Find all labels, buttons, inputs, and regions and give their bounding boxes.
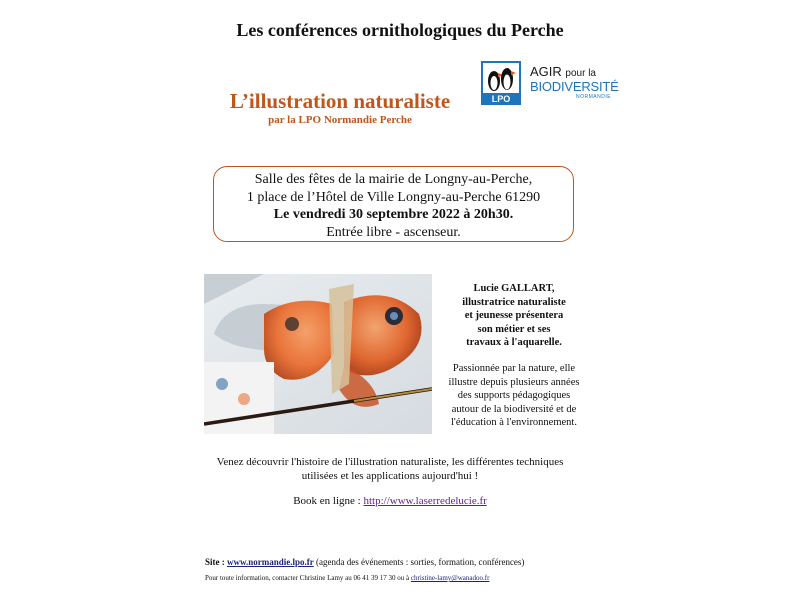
venue-line-2: 1 place de l’Hôtel de Ville Longny-au-Perche 61290	[246, 189, 541, 205]
paint-orange	[238, 393, 250, 405]
butterfly-painting-photo	[204, 274, 432, 434]
speaker-intro-line: et jeunesse présentera	[464, 310, 564, 321]
venue-line-1: Salle des fêtes de la mairie de Longny-au-Perche,	[254, 172, 533, 187]
site-line	[205, 557, 655, 567]
venue-box	[213, 166, 574, 242]
discover-line-2: utilisées et les applications aujourd'hui !	[301, 469, 479, 482]
venue-access: Entrée libre - ascenseur.	[326, 224, 461, 240]
logo-lpo-text: LPO	[491, 94, 511, 104]
puffin-left-belly	[491, 76, 498, 90]
booking-label: Book en ligne :	[293, 495, 364, 507]
discover-paragraph	[204, 456, 576, 483]
paint-blue	[216, 378, 228, 390]
eyespot-right-center	[390, 312, 398, 320]
agir-biodiversite-logo	[530, 66, 640, 100]
lpo-puffin-logo	[481, 61, 521, 105]
speaker-bio-line: l'éducation à l'environnement.	[451, 417, 577, 428]
speaker-bio-line: illustre depuis plusieurs années	[448, 376, 580, 388]
logo-agir: AGIR	[530, 64, 562, 79]
contact-email-link[interactable]: christine-lamy@wanadoo.fr	[410, 574, 490, 582]
event-title: L’illustration naturaliste	[229, 89, 451, 113]
speaker-bio	[434, 362, 594, 430]
logo-agir-line	[530, 66, 640, 80]
booking-line	[204, 495, 576, 507]
speaker-intro-line: travaux à l'aquarelle.	[466, 337, 562, 348]
site-description: (agenda des événements : sorties, formation, conférences)	[313, 557, 525, 567]
speaker-bio-line: des supports pédagogiques	[457, 390, 571, 401]
logo-pour-la: pour la	[565, 68, 596, 79]
series-title: Les conférences ornithologiques du Perche	[236, 20, 564, 40]
site-label: Site :	[205, 557, 227, 567]
speaker-intro-line: Lucie GALLART,	[473, 283, 555, 294]
booking-link[interactable]: http://www.laserredelucie.fr	[363, 495, 487, 507]
speaker-bio-line: Passionnée par la nature, elle	[452, 363, 576, 374]
site-link[interactable]: www.normandie.lpo.fr	[227, 557, 314, 567]
logo-region: NORMANDIE	[576, 94, 612, 100]
speaker-intro-line: illustratrice naturaliste	[462, 296, 566, 308]
speaker-intro	[434, 282, 594, 350]
venue-date: Le vendredi 30 septembre 2022 à 20h30.	[273, 207, 514, 222]
speaker-intro-line: son métier et ses	[477, 323, 551, 335]
discover-line-1: Venez découvrir l'histoire de l'illustration naturaliste, les différentes techniques	[216, 456, 564, 468]
logo-biodiversite: BIODIVERSITÉ	[530, 79, 619, 94]
puffin-right-belly	[504, 75, 511, 90]
speaker-bio-line: autour de la biodiversité et de	[451, 403, 577, 415]
contact-line	[205, 574, 655, 582]
event-subtitle: par la LPO Normandie Perche	[268, 114, 412, 126]
contact-text: Pour toute information, contacter Christine Lamy au 06 41 39 17 30 ou à	[205, 574, 411, 582]
eyespot-left	[285, 317, 299, 331]
